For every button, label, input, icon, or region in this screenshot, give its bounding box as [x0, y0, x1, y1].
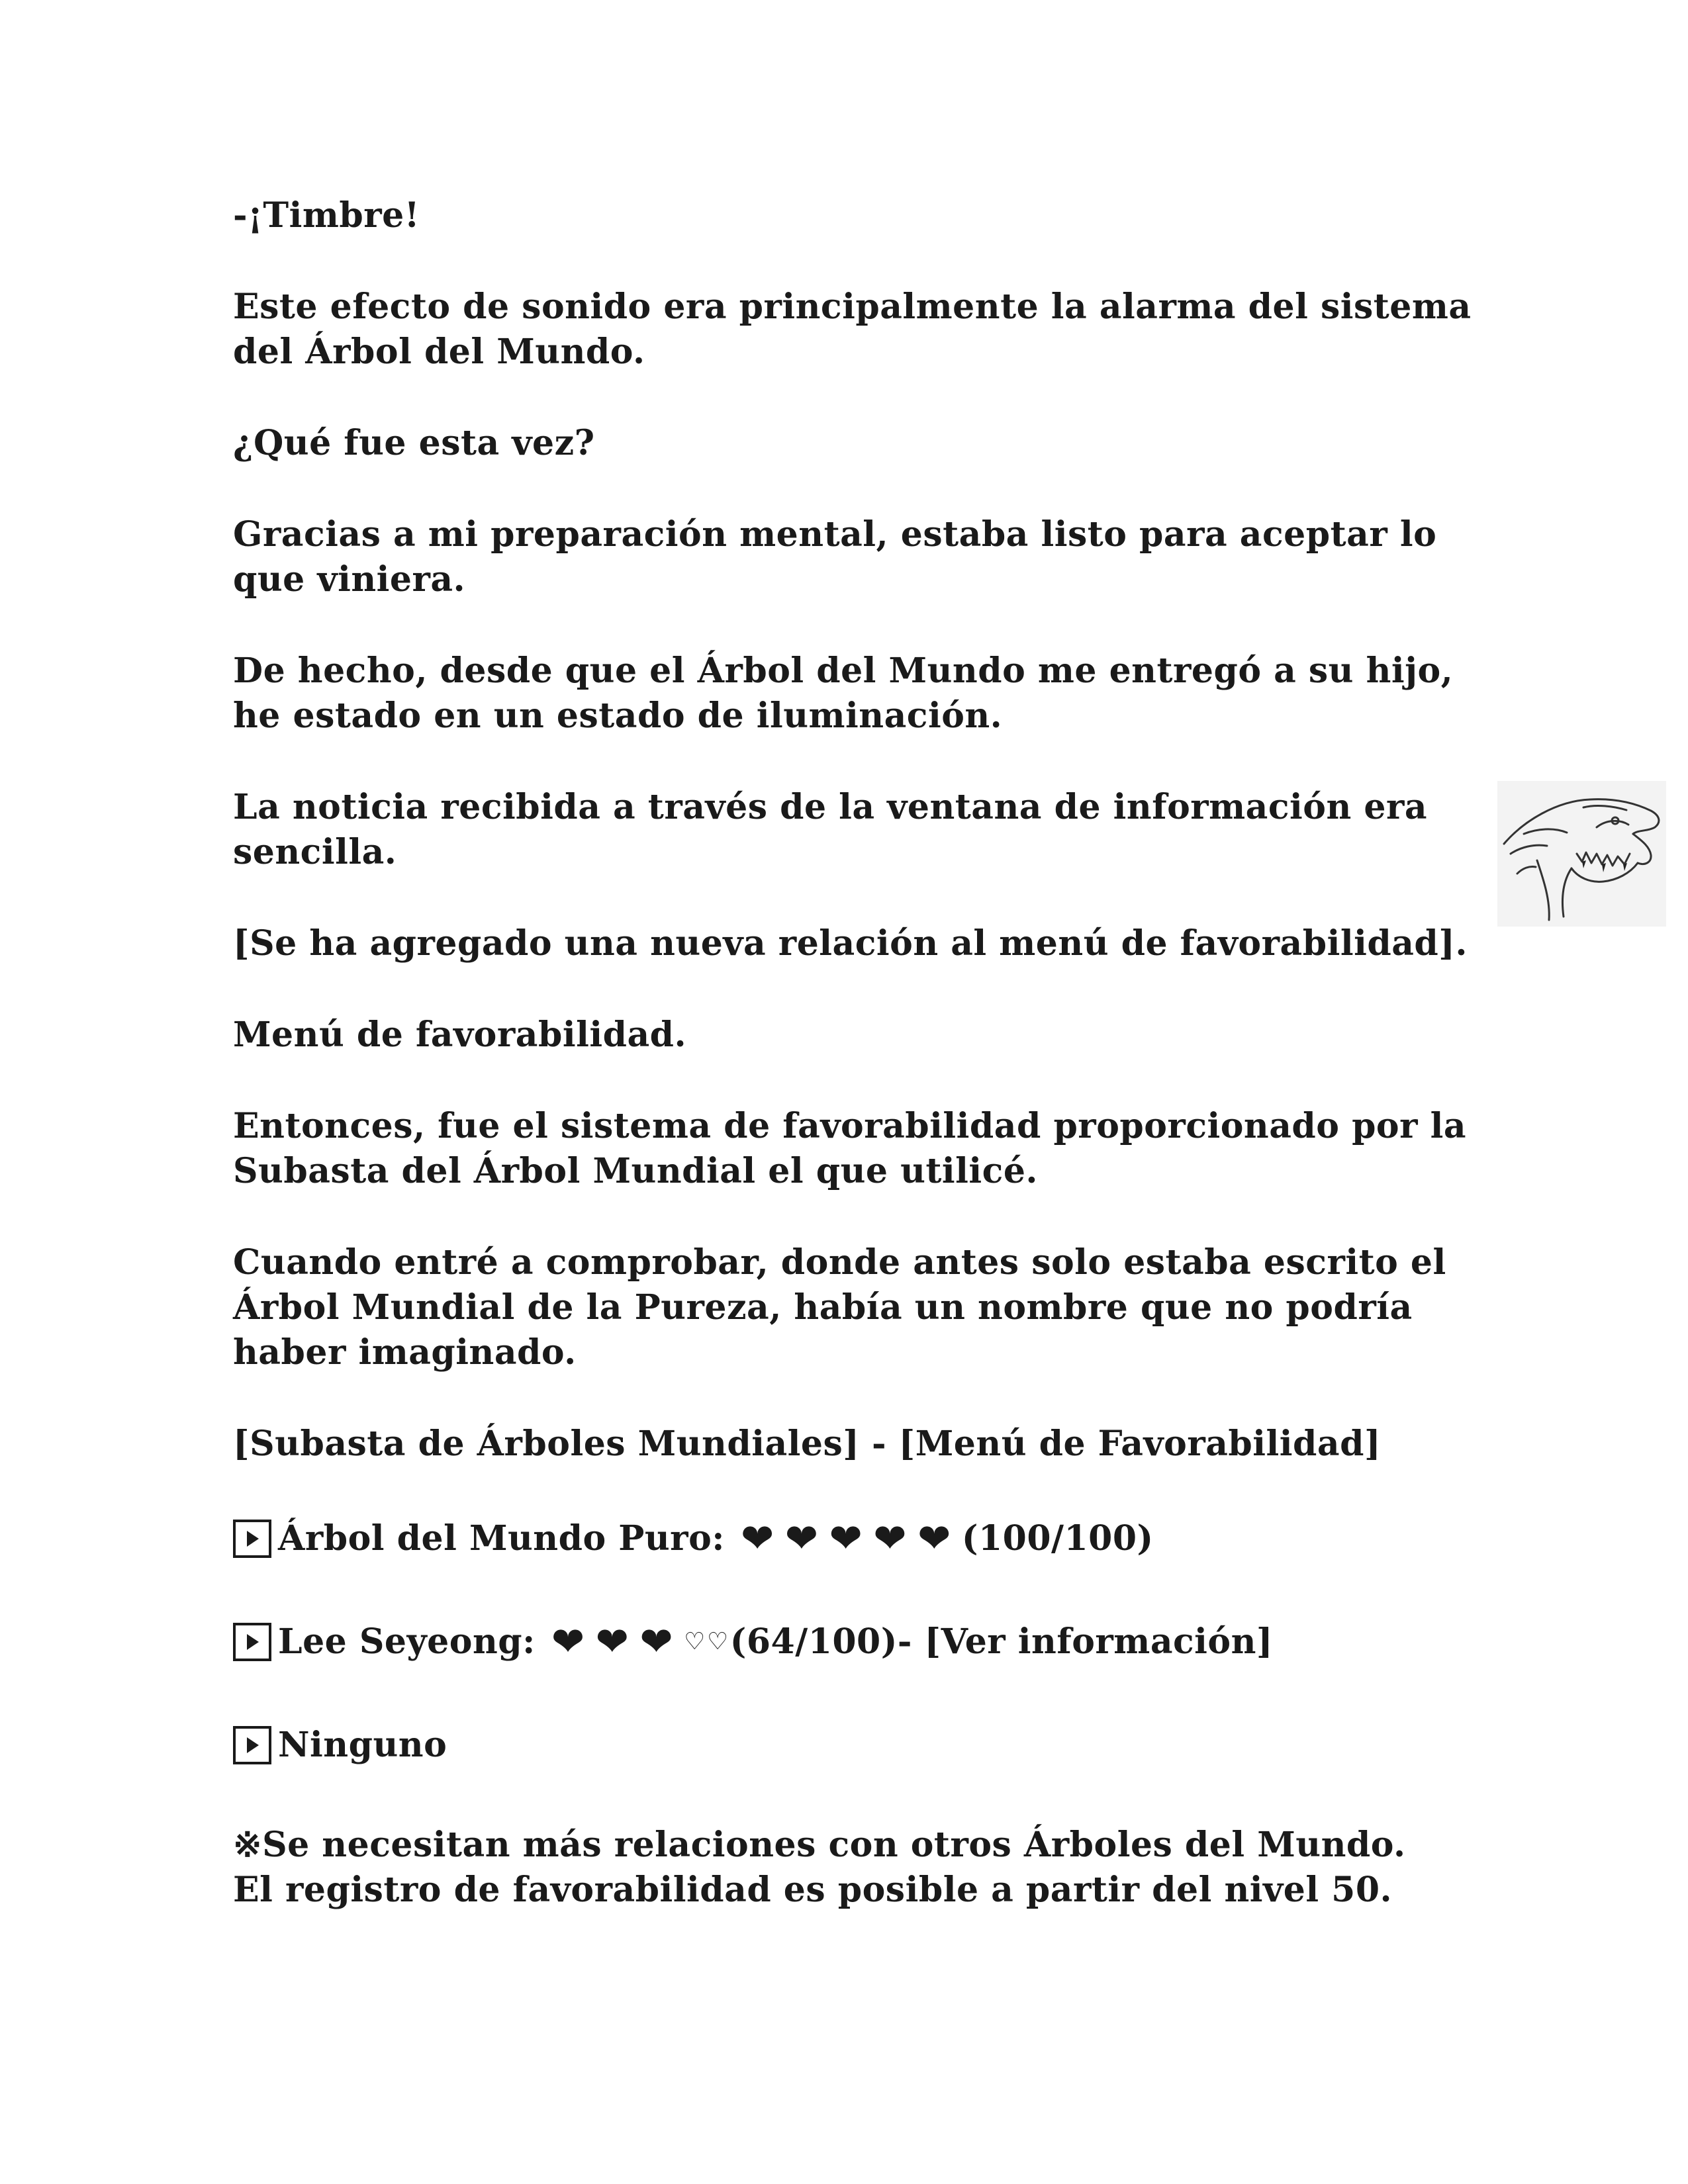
heart-filled-icon: ❤ [873, 1516, 908, 1562]
favorability-score: (64/100) [729, 1621, 898, 1662]
paragraph-menu: Menú de favorabilidad. [233, 1015, 687, 1055]
favorability-name: Ninguno [278, 1725, 447, 1765]
heart-filled-icon: ❤ [829, 1516, 863, 1562]
paragraph-question: ¿Qué fue esta vez? [233, 423, 595, 463]
system-note [233, 1823, 1477, 1913]
favorability-row-pure-tree [233, 1513, 1477, 1565]
play-box-icon [233, 1520, 271, 1558]
paragraph-system-used: Entonces, fue el sistema de favorabilidad proporcionado por la Subasta del Árbol Mundial el que utilicé. [233, 1106, 1467, 1191]
note-line-1: ※Se necesitan más relaciones con otros Árboles del Mundo. [233, 1825, 1406, 1865]
paragraph-system-message: [Se ha agregado una nueva relación al menú de favorabilidad]. [233, 923, 1468, 964]
paragraph-preparation: Gracias a mi preparación mental, estaba listo para aceptar lo que viniera. [233, 514, 1437, 600]
heart-meter [551, 1619, 730, 1665]
heart-outline-icon: ♡ [684, 1628, 706, 1655]
heart-meter [740, 1516, 962, 1562]
heart-outline-icon: ♡ [706, 1628, 729, 1655]
heart-filled-icon: ❤ [595, 1619, 630, 1665]
paragraph-timbre: -¡Timbre! [233, 195, 420, 236]
menu-header: [Subasta de Árboles Mundiales] - [Menú de Favorabilidad] [233, 1424, 1382, 1464]
heart-filled-icon: ❤ [740, 1516, 774, 1562]
favorability-row-lee-seyeong [233, 1616, 1477, 1668]
play-box-icon [233, 1623, 271, 1661]
heart-filled-icon: ❤ [639, 1619, 674, 1665]
document-body [233, 193, 1477, 1959]
view-info-link[interactable]: - [Ver información] [897, 1621, 1274, 1662]
dinosaur-head-sketch-icon [1497, 781, 1666, 927]
heart-filled-icon: ❤ [784, 1516, 819, 1562]
paragraph-news: La noticia recibida a través de la ventana de información era sencilla. [233, 787, 1428, 872]
note-line-2: El registro de favorabilidad es posible a partir del nivel 50. [233, 1870, 1393, 1910]
paragraph-enlightenment: De hecho, desde que el Árbol del Mundo me entregó a su hijo, he estado en un estado de iluminación. [233, 651, 1454, 736]
paragraph-new-name: Cuando entré a comprobar, donde antes solo estaba escrito el Árbol Mundial de la Pureza, había un nombre que no podría haber imaginado. [233, 1242, 1446, 1373]
heart-filled-icon: ❤ [917, 1516, 951, 1562]
favorability-name: Árbol del Mundo Puro: [278, 1518, 725, 1559]
favorability-name: Lee Seyeong: [278, 1621, 536, 1662]
paragraph-sound-effect: Este efecto de sonido era principalmente la alarma del sistema del Árbol del Mundo. [233, 287, 1472, 372]
heart-filled-icon: ❤ [551, 1619, 585, 1665]
favorability-score: (100/100) [961, 1518, 1154, 1559]
play-box-icon [233, 1726, 271, 1764]
favorability-row-none [233, 1719, 1477, 1771]
